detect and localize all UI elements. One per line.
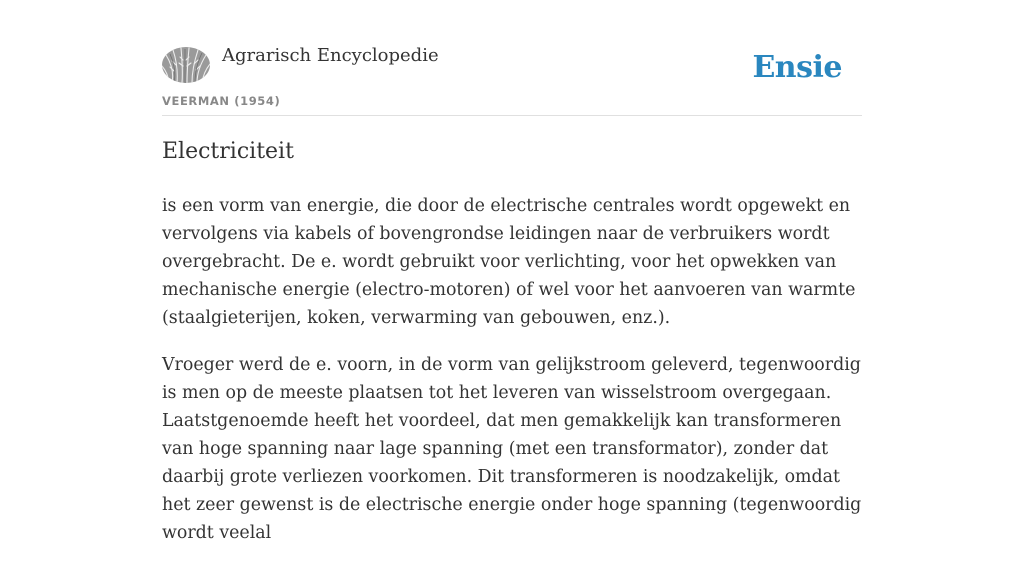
book-header (162, 40, 862, 116)
brand-logo[interactable]: Ensie (752, 50, 842, 85)
book-subtitle: VEERMAN (1954) (162, 94, 281, 108)
article-paragraph: is een vorm van energie, die door de electrische centrales wordt opgewekt en vervolgens via kabels of bovengrondse leidingen naar de verbruikers wordt overgebracht. De e. wordt gebruikt voor verlichting, voor het opwekken van mechanische energie (electro-motoren) of wel voor het aanvoeren van warmte (staalgieterijen, koken, verwarming van gebouwen, enz.). (162, 196, 856, 328)
article-title: Electriciteit (162, 139, 294, 164)
page (162, 0, 862, 543)
article-body (162, 192, 862, 566)
book-title[interactable]: Agrarisch Encyclopedie (222, 45, 439, 66)
wheat-icon[interactable] (162, 47, 210, 83)
article-paragraph: Vroeger werd de e. voorn, in de vorm van gelijkstroom geleverd, tegenwoordig is men op de meeste plaatsen tot het leveren van wisselstroom overgegaan. Laatstgenoemde heeft het voordeel, dat men gemakkelijk kan transformeren van hoge spanning naar lage spanning (met een transformator), zonder dat daarbij grote verliezen voorkomen. Dit transformeren is noodzakelijk, omdat het zeer gewenst is de electrische energie onder hoge spanning (tegenwoordig wordt veelal (162, 355, 862, 543)
